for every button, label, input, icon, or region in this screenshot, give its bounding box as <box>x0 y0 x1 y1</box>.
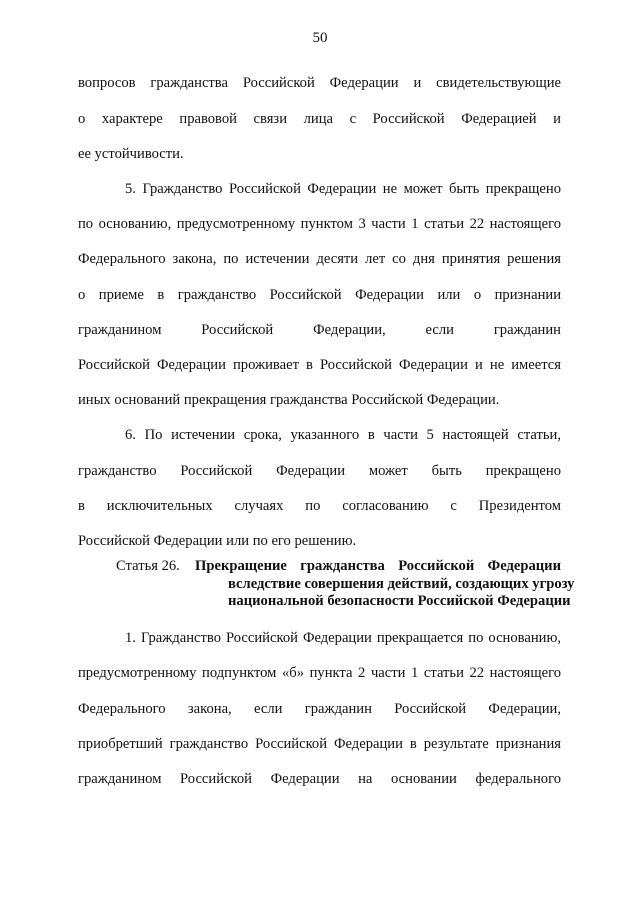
text-line: приобретший гражданство Российской Федерации в результате признания <box>78 736 561 752</box>
article-title <box>195 558 575 611</box>
text-line: Российской Федерации или по его решению. <box>78 533 357 549</box>
text-line: по основанию, предусмотренному пунктом 3 части 1 статьи 22 настоящего <box>78 216 561 232</box>
text-line: предусмотренному подпунктом «б» пункта 2 части 1 статьи 22 настоящего <box>78 665 561 681</box>
article-label: Статья 26. <box>116 558 180 574</box>
text-line: 5. Гражданство Российской Федерации не может быть прекращено <box>125 181 561 197</box>
text-line: в исключительных случаях по согласованию с Президентом <box>78 498 561 514</box>
text-line: о характере правовой связи лица с Российской Федерацией и <box>78 111 561 127</box>
text-line: гражданство Российской Федерации может быть прекращено <box>78 463 561 479</box>
text-line: вопросов гражданства Российской Федерации и свидетельствующие <box>78 75 561 91</box>
text-line: Федерального закона, по истечении десяти лет со дня принятия решения <box>78 251 561 267</box>
article-title-line: Прекращение гражданства Российской Федерации <box>195 558 561 574</box>
text-line: Российской Федерации проживает в Российской Федерации и не имеется <box>78 357 561 373</box>
text-line: гражданином Российской Федерации, если гражданин <box>78 322 561 338</box>
text-line: Федерального закона, если гражданин Российской Федерации, <box>78 701 561 717</box>
text-line: о приеме в гражданство Российской Федерации или о признании <box>78 287 561 303</box>
article-title-line: вследствие совершения действий, создающих угрозу <box>228 575 575 592</box>
text-line: гражданином Российской Федерации на основании федерального <box>78 771 561 787</box>
text-line: 6. По истечении срока, указанного в части 5 настоящей статьи, <box>125 427 561 443</box>
article-title-line: национальной безопасности Российской Федерации <box>228 593 571 609</box>
page-number: 50 <box>312 30 328 46</box>
text-line: 1. Гражданство Российской Федерации прекращается по основанию, <box>125 630 561 646</box>
text-line: ее устойчивости. <box>78 146 184 162</box>
text-line: иных оснований прекращения гражданства Российской Федерации. <box>78 392 500 408</box>
